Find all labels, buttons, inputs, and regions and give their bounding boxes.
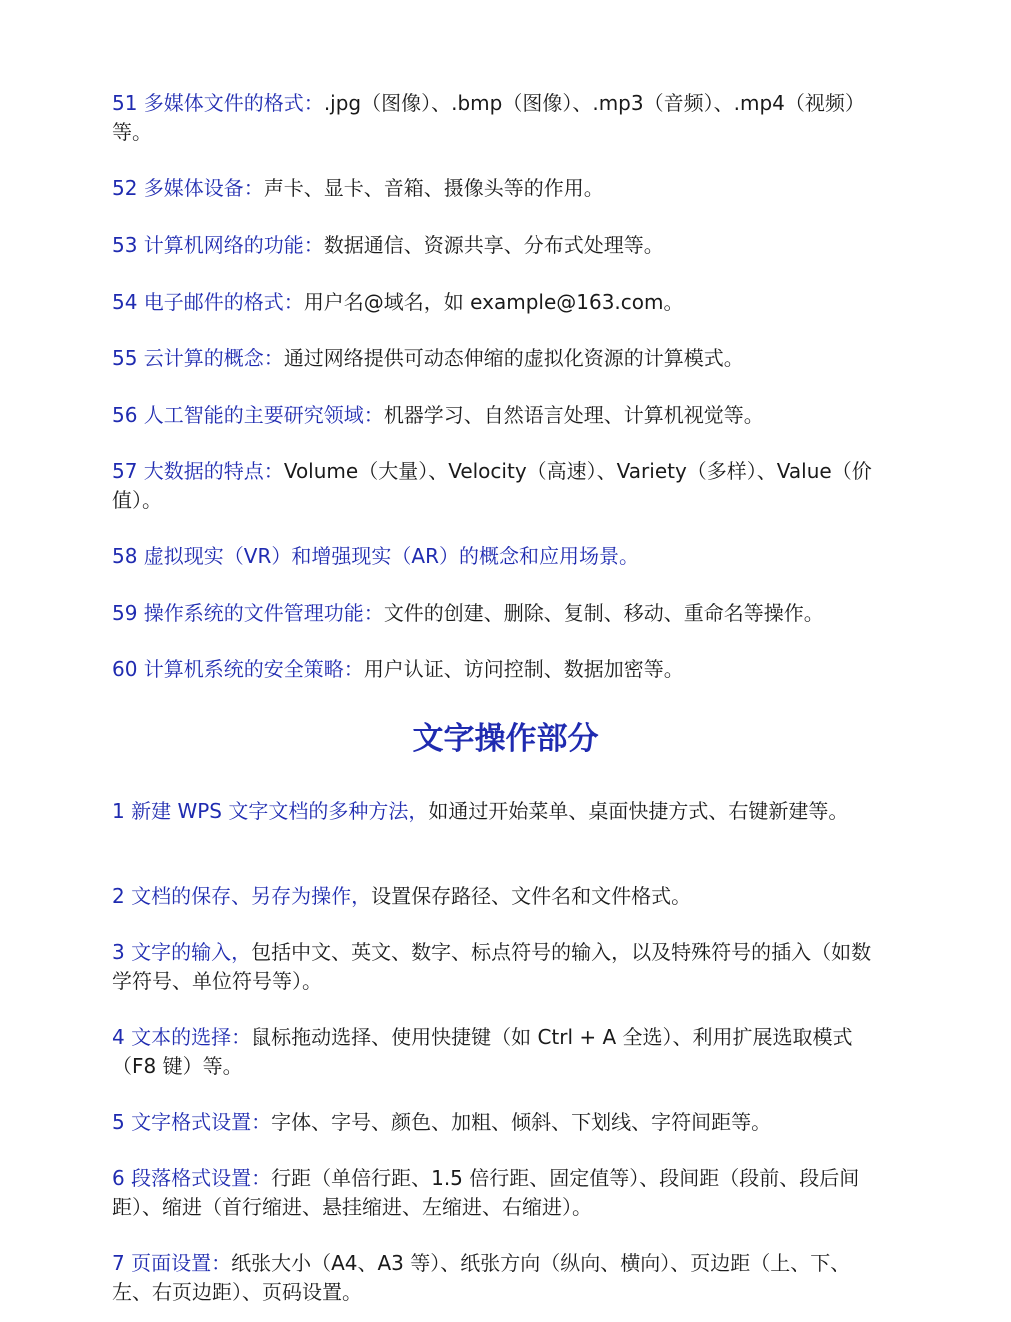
item-label: 1 新建 WPS 文字文档的多种方法， (112, 799, 429, 823)
item-text: 用户认证、访问控制、数据加密等。 (363, 657, 684, 681)
item-label: 57 大数据的特点： (112, 459, 284, 483)
list-item-6 (112, 1164, 872, 1222)
list-item-60 (112, 655, 872, 684)
list-item-52 (112, 174, 872, 203)
item-label: 52 多媒体设备： (112, 176, 264, 200)
item-label: 51 多媒体文件的格式： (112, 91, 324, 115)
item-label: 60 计算机系统的安全策略： (112, 657, 364, 681)
item-text: 声卡、显卡、音箱、摄像头等的作用。 (263, 176, 604, 200)
item-text: 设置保存路径、文件名和文件格式。 (371, 884, 692, 908)
item-text: 通过网络提供可动态伸缩的虚拟化资源的计算模式。 (283, 346, 744, 370)
list-item-2 (112, 882, 872, 911)
item-label: 58 虚拟现实（VR）和增强现实（AR）的概念和应用场景。 (112, 544, 639, 568)
item-text: 机器学习、自然语言处理、计算机视觉等。 (383, 403, 764, 427)
item-text: 字体、字号、颜色、加粗、倾斜、下划线、字符间距等。 (271, 1110, 772, 1134)
item-label: 4 文本的选择： (112, 1025, 252, 1049)
item-text: 用户名@域名，如 example@163.com。 (303, 290, 684, 314)
item-text: .jpg（图像）、.bmp（图像）、.mp3（音频）、.mp4（视频）等。 (112, 91, 865, 144)
item-label: 53 计算机网络的功能： (112, 233, 324, 257)
item-text: 如通过开始菜单、桌面快捷方式、右键新建等。 (428, 799, 849, 823)
section-title: 文字操作部分 (412, 721, 599, 757)
list-item-53 (112, 231, 872, 260)
list-item-4 (112, 1023, 872, 1081)
list-item-51 (112, 89, 872, 147)
item-text: 鼠标拖动选择、使用快捷键（如 Ctrl + A 全选）、利用扩展选取模式（F8 键）等。 (112, 1025, 853, 1078)
item-label: 5 文字格式设置： (112, 1110, 272, 1134)
list-item-3 (112, 938, 872, 996)
item-text: 包括中文、英文、数字、标点符号的输入，以及特殊符号的插入（如数学符号、单位符号等）。 (112, 940, 872, 993)
list-item-7 (112, 1249, 872, 1307)
item-label: 3 文字的输入， (112, 940, 252, 964)
list-item-54 (112, 288, 872, 317)
list-item-5 (112, 1108, 872, 1137)
item-text: 文件的创建、删除、复制、移动、重命名等操作。 (383, 601, 824, 625)
item-label: 55 云计算的概念： (112, 346, 284, 370)
item-label: 7 页面设置： (112, 1251, 232, 1275)
item-label: 59 操作系统的文件管理功能： (112, 601, 384, 625)
item-text: 数据通信、资源共享、分布式处理等。 (323, 233, 664, 257)
item-text: Volume（大量）、Velocity（高速）、Variety（多样）、Value（价值）。 (112, 459, 872, 512)
list-item-59 (112, 599, 872, 628)
list-item-58 (112, 542, 872, 571)
list-item-55 (112, 344, 872, 373)
item-text: 行距（单倍行距、1.5 倍行距、固定值等）、段间距（段前、段后间距）、缩进（首行缩进、悬挂缩进、左缩进、右缩进）。 (112, 1166, 860, 1219)
item-label: 6 段落格式设置： (112, 1166, 272, 1190)
list-item-57 (112, 457, 872, 515)
list-item-1 (112, 797, 872, 826)
item-label: 2 文档的保存、另存为操作， (112, 884, 372, 908)
item-text: 纸张大小（A4、A3 等）、纸张方向（纵向、横向）、页边距（上、下、左、右页边距）、页码设置。 (112, 1251, 851, 1304)
item-label: 54 电子邮件的格式： (112, 290, 304, 314)
list-item-56 (112, 401, 872, 430)
item-label: 56 人工智能的主要研究领域： (112, 403, 384, 427)
